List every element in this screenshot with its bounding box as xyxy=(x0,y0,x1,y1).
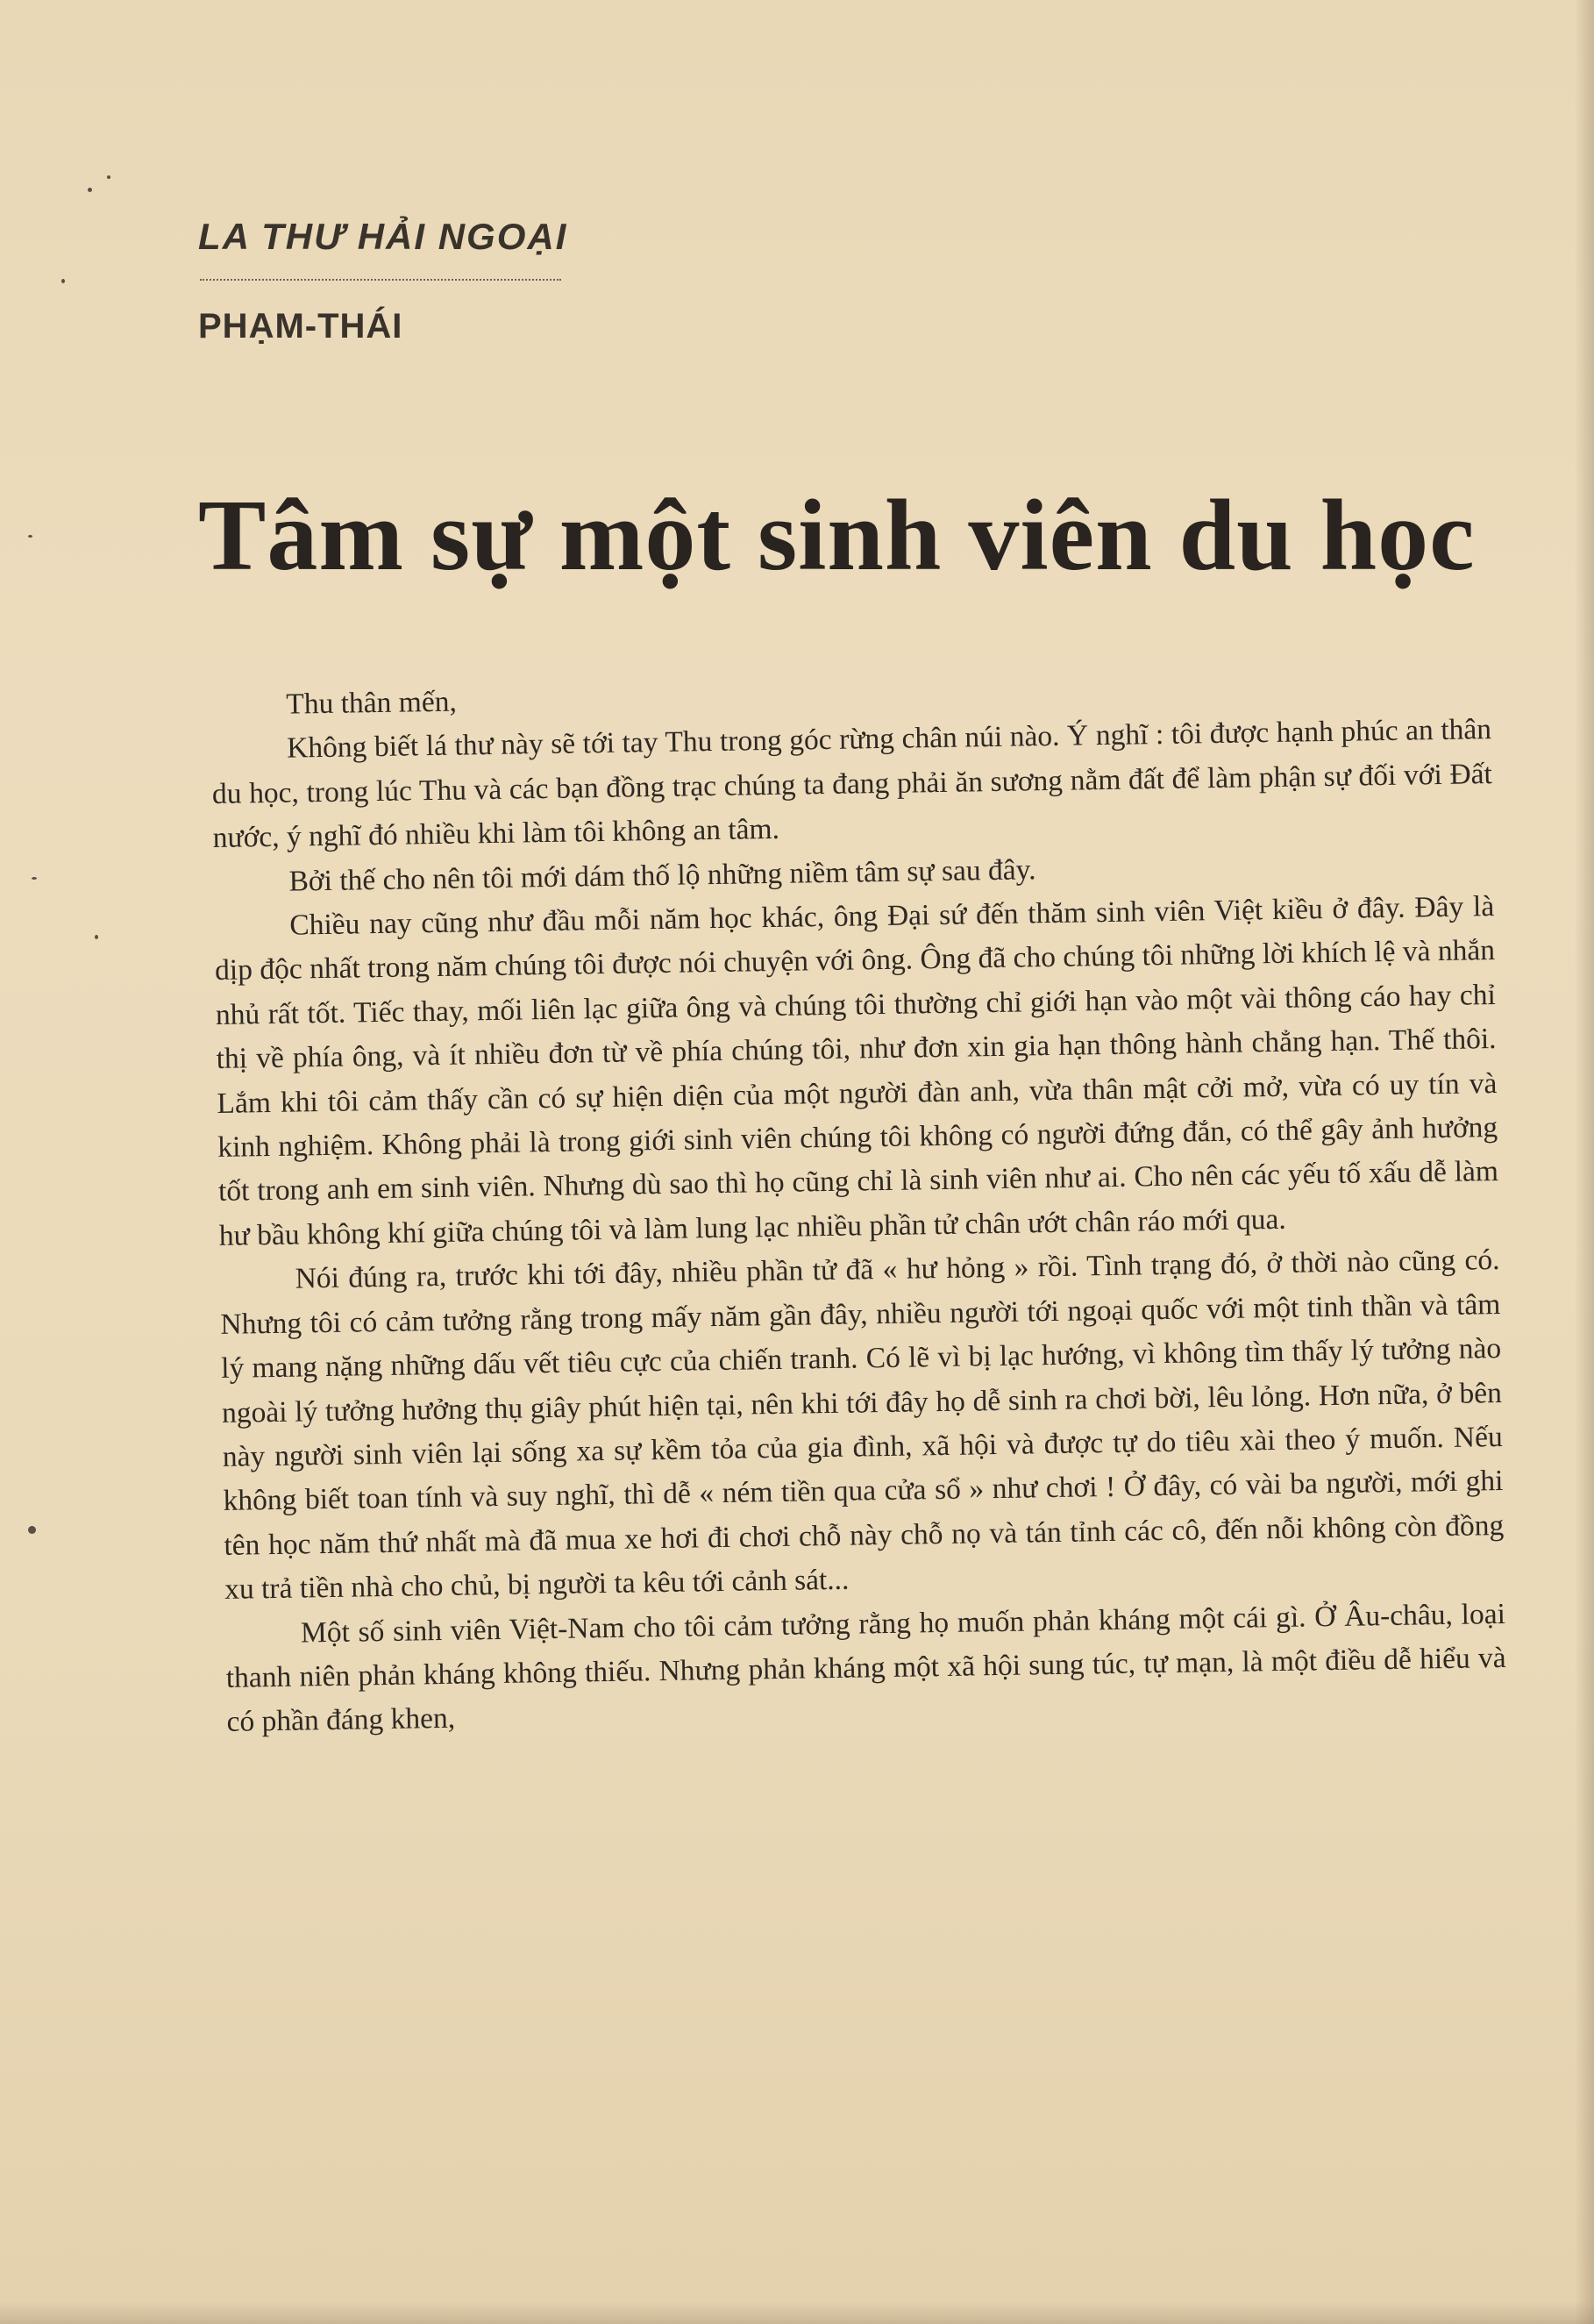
paper-speck xyxy=(95,935,98,939)
paper-speck xyxy=(107,175,110,179)
article-body xyxy=(210,664,1507,1745)
paragraph: Chiều nay cũng như đầu mỗi năm học khác, ông Đại sứ đến thăm sinh viên Việt kiều ở đây. Đây là dịp độc nhất trong năm chúng tôi được nói chuyện với ông. Ông đã cho chúng tôi những lời khích lệ và nhắn nhủ rất tốt. Tiếc thay, mối liên lạc giữa ông và chúng tôi thường chỉ giới hạn vào một vài thông cáo hay chỉ thị về phía ông, và ít nhiều đơn từ về phía chúng tôi, như đơn xin gia hạn thông hành chẳng hạn. Thế thôi. Lắm khi tôi cảm thấy cần có sự hiện diện của một người đàn anh, vừa thân mật cởi mở, vừa có uy tín và kinh nghiệm. Không phải là trong giới sinh viên chúng tôi không có người đứng đắn, có thể gây ảnh hưởng tốt trong anh em sinh viên. Nhưng dù sao thì họ cũng chỉ là sinh viên như ai. Cho nên các yếu tố xấu dễ làm hư bầu không khí giữa chúng tôi và làm lung lạc nhiều phần tử chân ướt chân ráo mới qua. xyxy=(214,890,1499,1252)
page-edge-shadow-right xyxy=(1575,0,1594,2324)
article-title: Tâm sự một sinh viên du học xyxy=(198,480,1476,592)
paragraph: Không biết lá thư này sẽ tới tay Thu trong góc rừng chân núi nào. Ý nghĩ : tôi được hạnh phúc an thân du học, trong lúc Thu và các bạn đồng trạc chúng ta đang phải ăn sương nằm đất để làm phận sự đối với Đất nước, ý nghĩ đó nhiều khi làm tôi không an tâm. xyxy=(211,713,1493,855)
paper-speck xyxy=(88,188,92,192)
paper-speck xyxy=(28,535,32,538)
page-edge-shadow-bottom xyxy=(0,2301,1594,2324)
salutation: Thu thân mến, xyxy=(286,685,458,721)
section-label: LA THƯ HẢI NGOẠI xyxy=(198,216,568,257)
paper-speck xyxy=(61,279,65,283)
author-name: PHẠM-THÁI xyxy=(198,307,403,346)
paragraph: Nói đúng ra, trước khi tới đây, nhiều phần tử đã « hư hỏng » rồi. Tình trạng đó, ở thời nào cũng có. Nhưng tôi có cảm tưởng rằng trong mấy năm gần đây, nhiều người tới ngoại quốc với một tinh thần và tâm lý mang nặng những dấu vết tiêu cực của chiến tranh. Có lẽ vì bị lạc hướng, vì không tìm thấy lý tưởng nào ngoài lý tưởng hưởng thụ giây phút hiện tại, nên khi tới đây họ dễ sinh ra chơi bời, lêu lỏng. Hơn nữa, ở bên này người sinh viên lại sống xa sự kềm tỏa của gia đình, xã hội và được tự do tiêu xài theo ý muốn. Nếu không biết toan tính và suy nghĩ, thì dễ « ném tiền qua cửa sổ » như chơi ! Ở đây, có vài ba người, mới ghi tên học năm thứ nhất mà đã mua xe hơi đi chơi chỗ này chỗ nọ và tán tỉnh các cô, đến nỗi không còn đồng xu trả tiền nhà cho chủ, bị người ta kêu tới cảnh sát... xyxy=(220,1244,1505,1606)
dotted-divider xyxy=(200,279,561,281)
paper-speck xyxy=(32,877,37,880)
paragraph: Bởi thế cho nên tôi mới dám thố lộ những niềm tâm sự sau đây. xyxy=(288,852,1036,898)
paragraph: Một số sinh viên Việt-Nam cho tôi cảm tưởng rằng họ muốn phản kháng một cái gì. Ở Âu-châu, loại thanh niên phản kháng không thiếu. Nhưng phản kháng một xã hội sung túc, tự mạn, là một điều dễ hiểu và có phần đáng khen, xyxy=(225,1597,1506,1739)
paper-speck xyxy=(28,1526,36,1534)
